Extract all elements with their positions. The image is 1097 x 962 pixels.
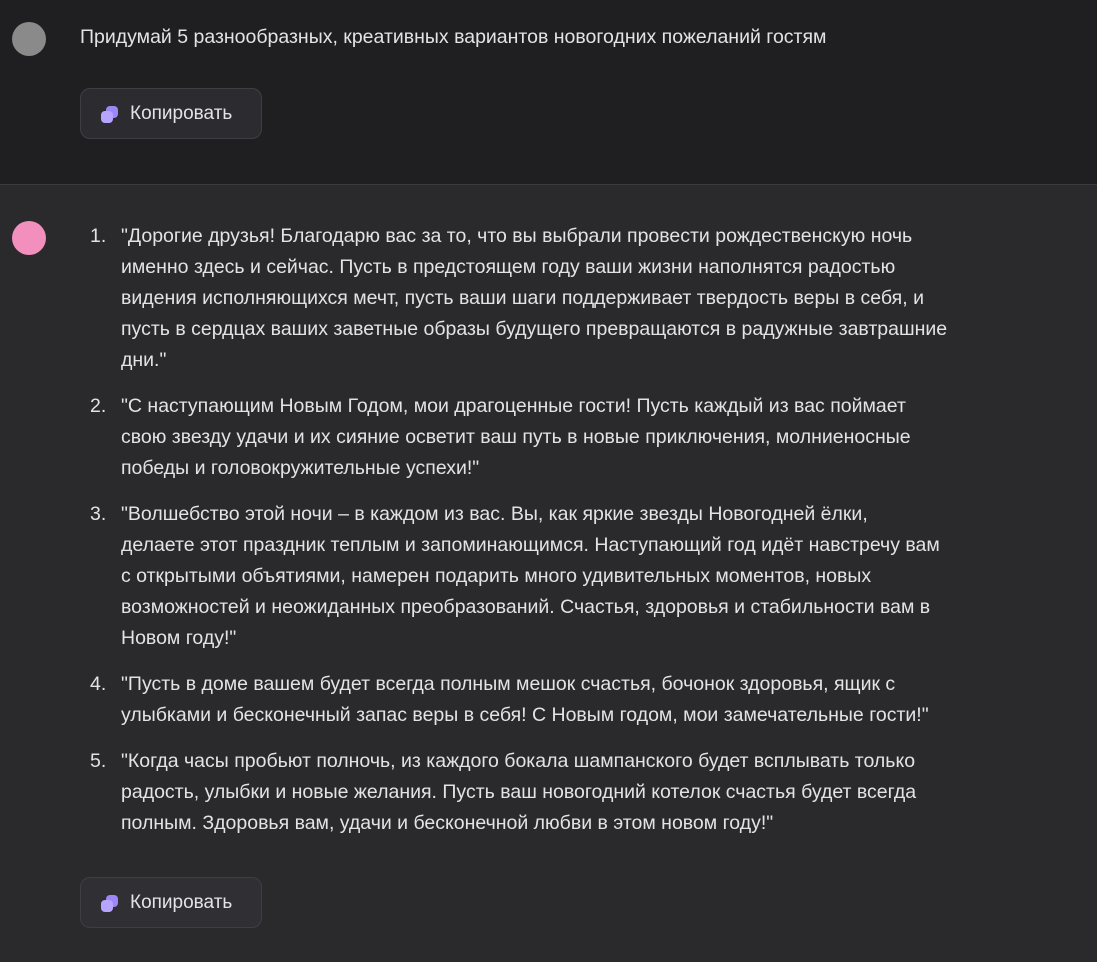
list-item-number: 3. (90, 503, 107, 525)
copy-button-label: Копировать (130, 891, 233, 913)
list-item-text-line: "Пусть в доме вашем будет всегда полным мешок счастья, бочонок здоровья, ящик с (121, 673, 896, 695)
list-item (90, 499, 947, 654)
copy-button[interactable] (80, 877, 262, 928)
copy-button-label: Копировать (130, 102, 233, 124)
user-message-text: Придумай 5 разнообразных, креативных вариантов новогодних пожеланий гостям (80, 26, 827, 48)
list-item-text-line: "Волшебство этой ночи – в каждом из вас. Вы, как яркие звезды Новогодней ёлки, (121, 503, 868, 525)
list-item-text-line: "С наступающим Новым Годом, мои драгоценные гости! Пусть каждый из вас поймает (121, 395, 906, 417)
list-item (90, 669, 947, 731)
user-message (0, 0, 1097, 185)
list-item-number: 1. (90, 225, 107, 247)
list-item-text-line: радость, улыбки и новые желания. Пусть ваш новогодний котелок счастья будет всегда (121, 781, 917, 803)
list-item-text-line: возможностей и неожиданных преобразований. Счастья, здоровья и стабильности вам в (121, 596, 931, 618)
list-item-text-line: именно здесь и сейчас. Пусть в предстоящем году ваши жизни наполнятся радостью (121, 256, 896, 278)
list-item (90, 746, 947, 839)
list-item (90, 221, 947, 376)
list-item-number: 4. (90, 673, 107, 695)
list-item-text-line: с открытыми объятиями, намерен подарить много удивительных моментов, новых (121, 565, 872, 587)
list-item-text-line: "Дорогие друзья! Благодарю вас за то, что вы выбрали провести рождественскую ночь (121, 225, 913, 247)
list-item-text-line: полным. Здоровья вам, удачи и бесконечной любви в этом новом году!" (121, 812, 774, 834)
list-item-number: 2. (90, 395, 107, 417)
user-avatar (12, 22, 46, 56)
list-item-text-line: победы и головокружительные успехи!" (121, 457, 480, 479)
list-item-text-line: улыбками и бесконечный запас веры в себя! С Новым годом, мои замечательные гости!" (121, 704, 929, 726)
list-item-text-line: Новом году!" (121, 627, 237, 649)
copy-icon (100, 893, 120, 913)
list-item-text-line: пусть в сердцах ваших заветные образы будущего превращаются в радужные завтрашние (121, 318, 948, 340)
assistant-avatar (12, 221, 46, 255)
list-item-text-line: свою звезду удачи и их сияние осветит ваш путь в новые приключения, молниеносные (121, 426, 911, 448)
list-item-text-line: делаете этот праздник теплым и запоминающимся. Наступающий год идёт навстречу вам (121, 534, 940, 556)
list-item-text-line: дни." (121, 349, 167, 371)
copy-button[interactable] (80, 88, 262, 139)
copy-icon (100, 104, 120, 124)
list-item-text-line: видения исполняющихся мечт, пусть ваши шаги поддерживает твердость веры в себя, и (121, 287, 924, 309)
assistant-message (0, 185, 1097, 962)
list-item (90, 391, 947, 484)
wishes-list (90, 221, 947, 854)
list-item-number: 5. (90, 750, 107, 772)
list-item-text-line: "Когда часы пробьют полночь, из каждого бокала шампанского будет всплывать только (121, 750, 916, 772)
